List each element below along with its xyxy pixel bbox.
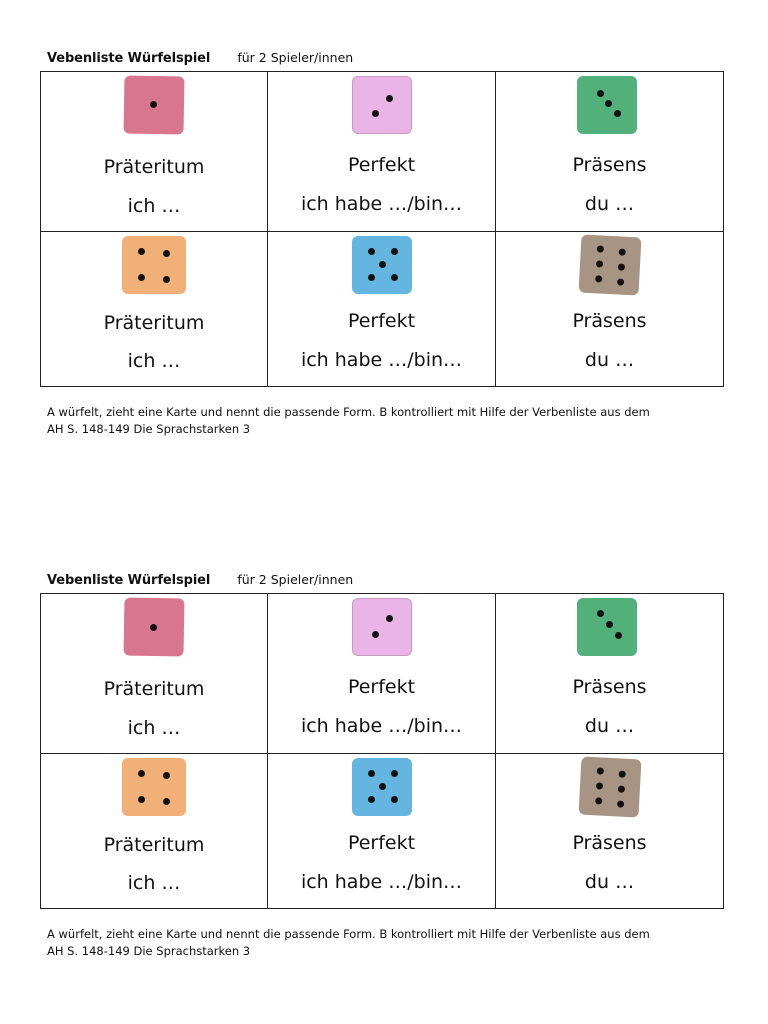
card-grid [40, 71, 724, 387]
die-pip [597, 90, 604, 97]
die-pip [618, 770, 625, 777]
card-perfekt-five [268, 754, 496, 908]
worksheet-subtitle: für 2 Spieler/innen [237, 572, 354, 587]
card-praesens-six [496, 232, 723, 386]
card-perfekt-two [268, 72, 496, 232]
card-tense: Präsens [572, 676, 647, 698]
die-pip [379, 261, 386, 268]
card-perfekt-two [268, 594, 496, 754]
worksheet-header [47, 569, 353, 589]
die-pip [138, 770, 145, 777]
worksheet-title: Vebenliste Würfelspiel [47, 51, 211, 66]
card-tense: Präteritum [103, 156, 205, 178]
die-three-green-icon [577, 598, 637, 656]
die-pip [368, 248, 375, 255]
die-pip [163, 772, 170, 779]
die-pip [386, 95, 393, 102]
die-pip [372, 631, 379, 638]
die-four-orange-icon [122, 758, 186, 816]
card-praeteritum-four [41, 754, 268, 908]
die-pip [616, 278, 623, 285]
die-pip [368, 274, 375, 281]
card-phrase: ich habe …/bin… [300, 349, 463, 371]
instruction-line: A würfelt, zieht eine Karte und nennt die passende Form. B kontrolliert mit Hilfe der Verbenliste aus dem [47, 405, 650, 419]
die-one-red-icon [123, 597, 184, 656]
die-pip [617, 263, 624, 270]
card-phrase: ich … [127, 350, 181, 372]
card-praesens-three [496, 594, 723, 754]
card-phrase: du … [584, 715, 635, 737]
die-two-pink-icon [352, 598, 412, 656]
instruction-line: AH S. 148-149 Die Sprachstarken 3 [47, 422, 251, 436]
card-tense: Präsens [572, 832, 647, 854]
die-pip [595, 782, 602, 789]
die-pip [618, 248, 625, 255]
die-one-red-icon [123, 75, 184, 134]
card-tense: Perfekt [347, 832, 416, 854]
card-praeteritum-four [41, 232, 268, 386]
card-perfekt-five [268, 232, 496, 386]
card-phrase: du … [584, 193, 635, 215]
die-five-blue-icon [352, 758, 412, 816]
die-pip [379, 783, 386, 790]
card-tense: Präteritum [103, 312, 205, 334]
worksheet-bottom [0, 569, 768, 989]
card-praesens-three [496, 72, 723, 232]
card-tense: Präteritum [103, 834, 205, 856]
die-pip [138, 796, 145, 803]
die-pip [391, 770, 398, 777]
die-pip [368, 796, 375, 803]
die-pip [138, 248, 145, 255]
die-pip [605, 100, 612, 107]
die-pip [386, 615, 393, 622]
instruction-line: A würfelt, zieht eine Karte und nennt die passende Form. B kontrolliert mit Hilfe der Verbenliste aus dem [47, 927, 650, 941]
worksheet-top [0, 47, 768, 447]
card-praeteritum-one [41, 72, 268, 232]
instruction-line: AH S. 148-149 Die Sprachstarken 3 [47, 944, 251, 958]
card-phrase: ich habe …/bin… [300, 871, 463, 893]
die-pip [596, 767, 603, 774]
die-pip [614, 110, 621, 117]
die-pip [595, 260, 602, 267]
card-grid [40, 593, 724, 909]
die-pip [138, 274, 145, 281]
card-phrase: ich … [127, 872, 181, 894]
card-tense: Präsens [572, 154, 647, 176]
die-pip [596, 245, 603, 252]
worksheet-subtitle: für 2 Spieler/innen [237, 50, 354, 65]
card-phrase: ich habe …/bin… [300, 715, 463, 737]
die-pip [163, 276, 170, 283]
die-pip [606, 621, 613, 628]
die-two-pink-icon [352, 76, 412, 134]
card-praesens-six [496, 754, 723, 908]
die-pip [150, 101, 157, 108]
die-pip [163, 798, 170, 805]
card-phrase: ich habe …/bin… [300, 193, 463, 215]
card-tense: Perfekt [347, 676, 416, 698]
card-phrase: ich … [127, 195, 181, 217]
instruction-text [47, 926, 727, 960]
die-pip [391, 796, 398, 803]
die-pip [617, 785, 624, 792]
card-praeteritum-one [41, 594, 268, 754]
die-four-orange-icon [122, 236, 186, 294]
die-pip [163, 250, 170, 257]
instruction-text [47, 404, 727, 438]
die-pip [391, 274, 398, 281]
die-five-blue-icon [352, 236, 412, 294]
die-pip [597, 610, 604, 617]
die-pip [150, 624, 157, 631]
worksheet-title: Vebenliste Würfelspiel [47, 573, 211, 588]
die-pip [615, 632, 622, 639]
die-pip [595, 275, 602, 282]
die-pip [372, 110, 379, 117]
card-phrase: du … [584, 349, 635, 371]
card-phrase: ich … [127, 717, 181, 739]
card-tense: Perfekt [347, 154, 416, 176]
die-pip [616, 800, 623, 807]
card-tense: Präteritum [103, 678, 205, 700]
die-pip [391, 248, 398, 255]
die-six-brown-icon [578, 756, 641, 817]
worksheet-header [47, 47, 353, 67]
die-pip [368, 770, 375, 777]
die-pip [595, 797, 602, 804]
die-six-brown-icon [578, 234, 641, 295]
die-three-green-icon [577, 76, 637, 134]
card-tense: Präsens [572, 310, 647, 332]
card-phrase: du … [584, 871, 635, 893]
card-tense: Perfekt [347, 310, 416, 332]
